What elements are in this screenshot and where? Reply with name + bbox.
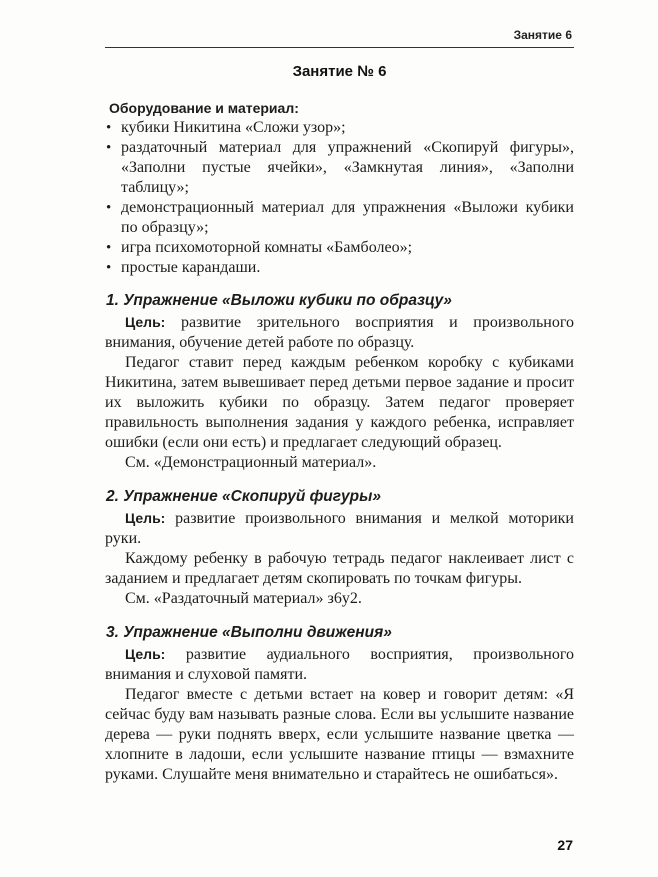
exercise-1-paragraph: Педагог ставит перед каждым ребенком коробку с кубиками Никитина, затем вывешивает перед детьми первое задание и просит их выложить кубики по образцу. Затем педагог проверяет правильность выполнения задания у каждого ребенка, исправляет ошибки (если они есть) и предлагает следующий образец.	[105, 354, 574, 451]
page-number: 27	[557, 837, 573, 853]
equipment-list	[105, 118, 574, 278]
exercise-2-paragraph: Каждому ребенку в рабочую тетрадь педагог наклеивает лист с заданием и предлагает детям скопировать по точкам фигуры.	[105, 550, 574, 587]
bullet-icon: •	[106, 200, 112, 216]
bullet-icon: •	[106, 120, 112, 136]
goal-label: Цель:	[125, 646, 166, 662]
lesson-title: Занятие № 6	[292, 63, 387, 80]
equipment-item: • простые карандаши.	[106, 259, 261, 276]
exercise-3-paragraph: Педагог вместе с детьми встает на ковер и говорит детям: «Я сейчас буду вам называть разные слова. Если вы услышите название дерева — руки поднять вверх, если услышите название цветка — хлопните в ладоши, если услышите название птицы — взмахните руками. Слушайте меня внимательно и старайтесь не ошибаться».	[105, 686, 574, 783]
exercise-1-reference: См. «Демонстрационный материал».	[125, 454, 377, 471]
exercise-1-title: 1. Упражнение «Выложи кубики по образцу»	[106, 292, 452, 309]
bullet-icon: •	[106, 240, 112, 256]
exercise-2-title: 2. Упражнение «Скопируй фигуры»	[106, 488, 381, 505]
exercise-3-goal: Цель: развитие аудиального восприятия, произвольного внимания и слуховой памяти.	[105, 646, 574, 683]
equipment-title: Оборудование и материал:	[109, 100, 299, 116]
exercise-3-title: 3. Упражнение «Выполни движения»	[106, 624, 392, 641]
exercise-2-reference: См. «Раздаточный материал» з6у2.	[125, 590, 362, 607]
page-content	[105, 94, 574, 785]
bullet-icon: •	[106, 140, 112, 156]
goal-label: Цель:	[125, 510, 166, 526]
goal-label: Цель:	[125, 314, 166, 330]
equipment-item: • игра психомоторной комнаты «Бамболео»;	[106, 239, 413, 256]
running-head: Занятие 6	[513, 28, 572, 42]
exercise-2-goal: Цель: развитие произвольного внимания и мелкой моторики руки.	[105, 510, 574, 547]
exercise-1-goal: Цель: развитие зрительного восприятия и произвольного внимания, обучение детей работе по образцу.	[105, 314, 574, 351]
bullet-icon: •	[106, 260, 112, 276]
equipment-item: • раздаточный материал для упражнений «Скопируй фигуры», «Заполни пустые ячейки», «Замкнутая линия», «Заполни таблицу»;	[106, 139, 574, 196]
header-rule	[105, 47, 574, 48]
equipment-item: • демонстрационный материал для упражнения «Выложи кубики по образцу»;	[106, 199, 574, 236]
equipment-item: • кубики Никитина «Сложи узор»;	[106, 119, 346, 136]
